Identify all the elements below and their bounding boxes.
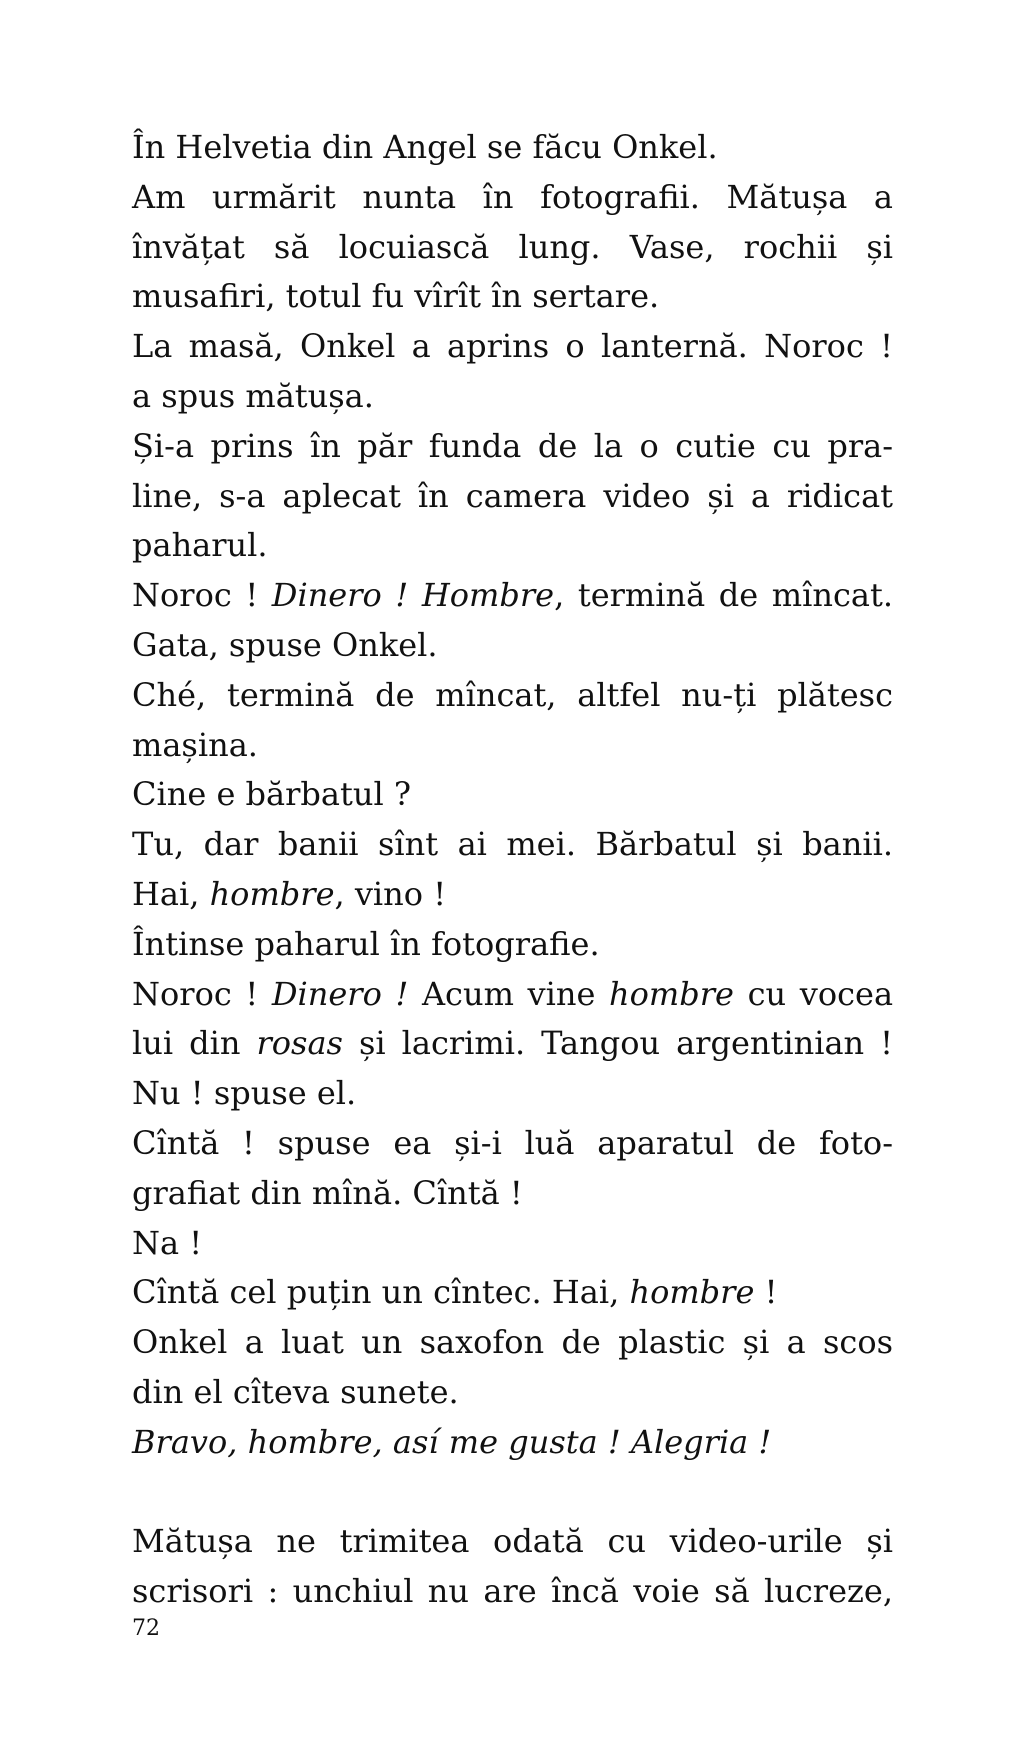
- italic-text: rosas: [256, 1024, 343, 1063]
- text-line: [132, 1119, 893, 1169]
- text-segment: din el cîteva sunete.: [132, 1372, 459, 1411]
- text-segment: mașina.: [132, 725, 258, 764]
- text-segment: paharul.: [132, 526, 268, 565]
- text-line: [132, 621, 893, 671]
- text-segment: Noroc !: [132, 974, 272, 1013]
- text-segment: Întinse paharul în fotografie.: [132, 924, 600, 963]
- text-segment: Onkel a luat un saxofon de plastic și a scos: [132, 1323, 893, 1362]
- italic-text: hombre: [629, 1273, 755, 1312]
- text-line: [132, 1418, 893, 1468]
- text-segment: , termină de mîncat.: [554, 576, 894, 615]
- text-line: [132, 472, 893, 522]
- text-segment: În Helvetia din Angel se făcu Onkel.: [132, 128, 718, 166]
- page-number: 72: [132, 1616, 160, 1641]
- text-line: [132, 1567, 893, 1617]
- text-segment: Cine e bărbatul ?: [132, 775, 411, 814]
- body-text: [132, 123, 893, 1617]
- text-segment: musafiri, totul fu vîrît în sertare.: [132, 277, 660, 316]
- italic-text: Dinero !: [271, 974, 409, 1013]
- text-line: [132, 1169, 893, 1219]
- text-line: [132, 571, 893, 621]
- italic-text: Bravo, hombre, así me gusta ! Alegria !: [132, 1422, 772, 1461]
- text-line: [132, 820, 893, 870]
- text-line: [132, 721, 893, 771]
- text-segment: Tu, dar banii sînt ai mei. Bărbatul și banii.: [132, 825, 893, 864]
- text-line: [132, 1517, 893, 1567]
- text-segment: , vino !: [334, 874, 447, 913]
- text-segment: învățat să locuiască lung. Vase, rochii și: [132, 227, 893, 266]
- text-segment: a spus mătușa.: [132, 376, 374, 415]
- text-line: [132, 223, 893, 273]
- italic-text: hombre: [609, 974, 734, 1013]
- text-segment: Nu ! spuse el.: [132, 1074, 357, 1113]
- text-segment: Noroc !: [132, 576, 272, 615]
- text-segment: lui din: [132, 1024, 257, 1063]
- text-line: [132, 1019, 893, 1069]
- text-segment: Și-a prins în păr funda de la o cutie cu pra-: [132, 426, 893, 465]
- text-line: [132, 1069, 893, 1119]
- text-segment: line, s-a aplecat în camera video și a ridicat: [132, 476, 893, 515]
- italic-text: Dinero ! Hombre: [271, 576, 555, 615]
- text-segment: cu vocea: [733, 974, 894, 1013]
- text-segment: Mătușa ne trimitea odată cu video-urile și: [132, 1522, 893, 1561]
- text-segment: La masă, Onkel a aprins o lanternă. Noroc !: [132, 327, 893, 366]
- text-segment: Acum vine: [408, 974, 610, 1013]
- text-segment: scrisori : unchiul nu are încă voie să lucreze,: [132, 1572, 893, 1611]
- italic-text: hombre: [209, 874, 335, 913]
- text-segment: Na !: [132, 1223, 203, 1262]
- text-line: [132, 521, 893, 571]
- text-segment: Cîntă cel puțin un cîntec. Hai,: [132, 1273, 630, 1312]
- text-line: [132, 422, 893, 472]
- text-segment: Ché, termină de mîncat, altfel nu-ți plătesc: [132, 675, 893, 714]
- text-segment: Hai,: [132, 874, 210, 913]
- blank-line: [132, 1468, 893, 1518]
- text-line: [132, 173, 893, 223]
- text-line: [132, 1268, 893, 1318]
- text-segment: grafiat din mînă. Cîntă !: [132, 1173, 523, 1212]
- text-segment: Am urmărit nunta în fotografii. Mătușa a: [132, 177, 893, 216]
- text-line: [132, 123, 893, 173]
- text-line: [132, 1219, 893, 1269]
- text-line: [132, 870, 893, 920]
- text-line: [132, 671, 893, 721]
- text-line: [132, 272, 893, 322]
- text-line: [132, 770, 893, 820]
- text-line: [132, 920, 893, 970]
- text-line: [132, 322, 893, 372]
- text-segment: !: [754, 1273, 778, 1312]
- text-line: [132, 1368, 893, 1418]
- text-segment: Cîntă ! spuse ea și-i luă aparatul de foto-: [132, 1123, 893, 1162]
- text-line: [132, 372, 893, 422]
- text-line: [132, 1318, 893, 1368]
- text-line: [132, 970, 893, 1020]
- text-segment: Gata, spuse Onkel.: [132, 625, 438, 664]
- text-segment: și lacrimi. Tangou argentinian !: [342, 1024, 894, 1063]
